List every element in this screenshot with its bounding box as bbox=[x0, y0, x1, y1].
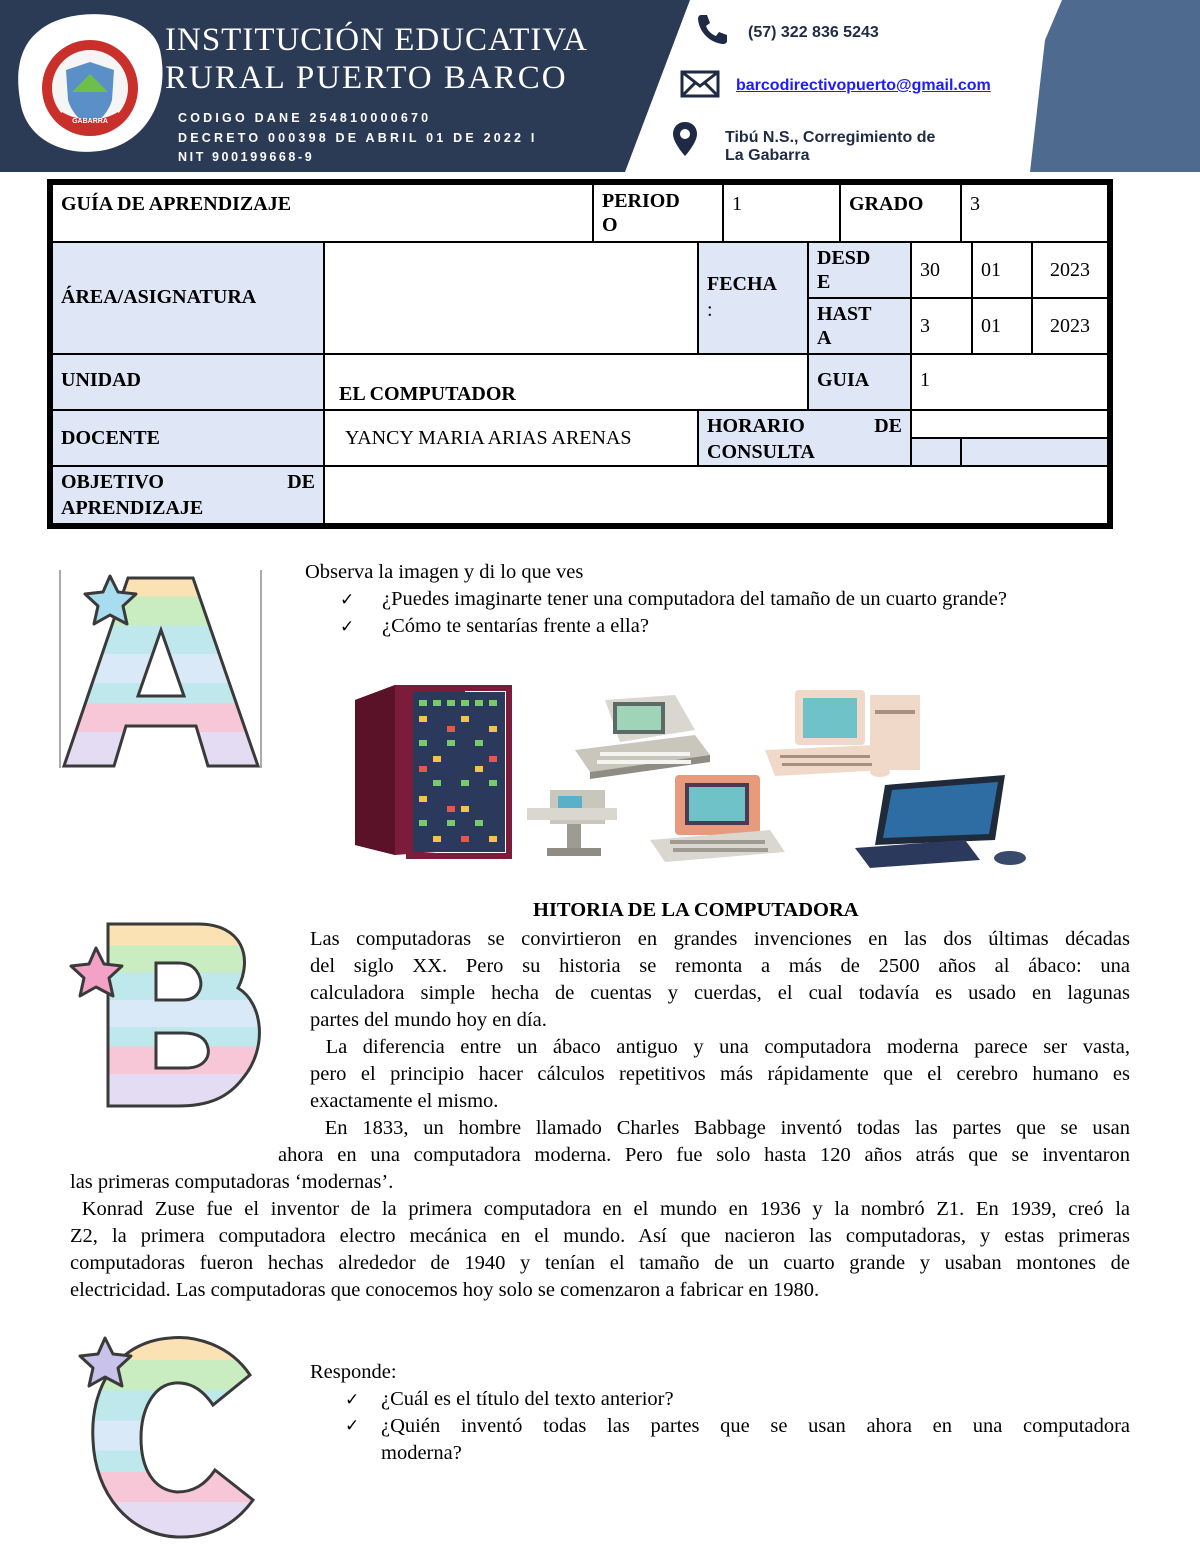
letter-b-decoration bbox=[68, 918, 268, 1113]
horario-value-top bbox=[911, 410, 1108, 438]
history-line-6: pero el principio hacer cálculos repetitivos más rápidamente que el cerebro humano es bbox=[310, 1063, 1130, 1085]
desde-day: 30 bbox=[911, 242, 972, 298]
history-line-8: En 1833, un hombre llamado Charles Babbage inventó todas las partes que se usan bbox=[310, 1117, 1130, 1139]
history-line-12: Z2, la primera computadora electro mecánica en el mundo. Así que nacieron las computadoras, y estas primeras bbox=[70, 1225, 1130, 1247]
section-c-intro: Responde: bbox=[310, 1361, 397, 1383]
hasta-month: 01 bbox=[972, 298, 1032, 354]
section-a-intro: Observa la imagen y di lo que ves bbox=[305, 561, 584, 583]
docente-value: YANCY MARIA ARIAS ARENAS bbox=[324, 410, 698, 466]
codigo-dane: CODIGO DANE 254810000670 bbox=[178, 111, 432, 125]
decreto: DECRETO 000398 DE ABRIL 01 DE 2022 I bbox=[178, 131, 538, 145]
check-icon: ✓ bbox=[340, 590, 355, 610]
desde-year: 2023 bbox=[1032, 242, 1108, 298]
guia-label: GUÍA DE APRENDIZAJE bbox=[52, 184, 593, 242]
section-c-question-2: ✓ ¿Quién inventó todas las partes que se usan ahora en una computadora moderna? bbox=[345, 1415, 1130, 1464]
check-icon: ✓ bbox=[340, 617, 355, 637]
computer-evolution-illustration bbox=[355, 680, 1035, 870]
hasta-year: 2023 bbox=[1032, 298, 1108, 354]
horario-value-right bbox=[961, 438, 1108, 466]
docente-label: DOCENTE bbox=[52, 410, 324, 466]
objetivo-label: OBJETIVO DE APRENDIZAJE bbox=[52, 466, 324, 524]
history-line-3: calculadora simple hecha de cuentas y cuerdas, el cual todavía es usado en lagunas bbox=[310, 982, 1130, 1004]
letter-a-decoration bbox=[58, 568, 263, 773]
history-line-13: computadoras fueron hechas alrededor de 1940 y tenían el tamaño de un cuarto grande y usaban montones de bbox=[70, 1252, 1130, 1274]
guia-num-label: GUIA bbox=[808, 354, 911, 410]
desde-month: 01 bbox=[972, 242, 1032, 298]
area-value bbox=[324, 242, 698, 354]
location-pin-icon bbox=[671, 120, 699, 158]
section-c-question-1: ✓ ¿Cuál es el título del texto anterior? bbox=[345, 1386, 674, 1414]
history-line-10: las primeras computadoras ‘modernas’. bbox=[70, 1171, 394, 1193]
guia-num-value: 1 bbox=[911, 354, 1108, 410]
desde-label: DESD E bbox=[808, 242, 911, 298]
check-icon: ✓ bbox=[345, 1390, 360, 1410]
grado-value: 3 bbox=[961, 184, 1108, 242]
section-a-question-2: ✓ ¿Cómo te sentarías frente a ella? bbox=[340, 613, 649, 641]
nit: NIT 900199668-9 bbox=[178, 150, 315, 164]
institution-name-line1: INSTITUCIÓN EDUCATIVA bbox=[165, 22, 588, 58]
section-a-question-1: ✓ ¿Puedes imaginarte tener una computadora del tamaño de un cuarto grande? bbox=[340, 586, 1007, 614]
guide-info-table bbox=[47, 179, 1113, 529]
institution-name-line2: RURAL PUERTO BARCO bbox=[165, 60, 568, 96]
area-label: ÁREA/ASIGNATURA bbox=[52, 242, 324, 354]
check-icon: ✓ bbox=[345, 1416, 360, 1436]
horario-label: HORARIO DE CONSULTA bbox=[698, 410, 911, 466]
periodo-value: 1 bbox=[723, 184, 840, 242]
location-line1: Tibú N.S., Corregimiento de bbox=[725, 129, 936, 146]
location-line2: La Gabarra bbox=[725, 147, 810, 164]
grado-label: GRADO bbox=[840, 184, 961, 242]
school-logo: GABARRA bbox=[72, 118, 108, 125]
horario-value-left bbox=[911, 438, 961, 466]
fecha-label: FECHA : bbox=[698, 242, 808, 354]
history-line-1: Las computadoras se convirtieron en grandes invenciones en las dos últimas décadas bbox=[310, 928, 1130, 950]
periodo-label: PERIOD O bbox=[593, 184, 723, 242]
history-line-4: partes del mundo hoy en día. bbox=[310, 1009, 547, 1031]
hasta-day: 3 bbox=[911, 298, 972, 354]
unidad-value: EL COMPUTADOR bbox=[324, 354, 808, 410]
history-line-9: ahora en una computadora moderna. Pero fue solo hasta 120 años atrás que se inventaron bbox=[278, 1144, 1130, 1166]
phone-icon bbox=[695, 12, 729, 46]
history-line-7: exactamente el mismo. bbox=[310, 1090, 499, 1112]
history-line-2: del siglo XX. Pero su historia se remonta a más de 2500 años al ábaco: una bbox=[310, 955, 1130, 977]
hasta-label: HAST A bbox=[808, 298, 911, 354]
phone-number: (57) 322 836 5243 bbox=[748, 24, 879, 41]
history-title: HITORIA DE LA COMPUTADORA bbox=[533, 899, 859, 921]
history-line-5: La diferencia entre un ábaco antiguo y una computadora moderna parece ser vasta, bbox=[310, 1036, 1130, 1058]
history-line-14: electricidad. Las computadoras que conocemos hoy solo se comenzaron a fabricar en 1980. bbox=[70, 1279, 820, 1301]
objetivo-value bbox=[324, 466, 1108, 524]
letter-c-decoration bbox=[65, 1330, 265, 1545]
history-line-11: Konrad Zuse fue el inventor de la primera computadora en el mundo en 1936 y la nombró Z1. En 1939, creó la bbox=[70, 1198, 1130, 1220]
email-link[interactable]: barcodirectivopuerto@gmail.com bbox=[736, 77, 991, 94]
mail-icon bbox=[680, 70, 720, 98]
unidad-label: UNIDAD bbox=[52, 354, 324, 410]
